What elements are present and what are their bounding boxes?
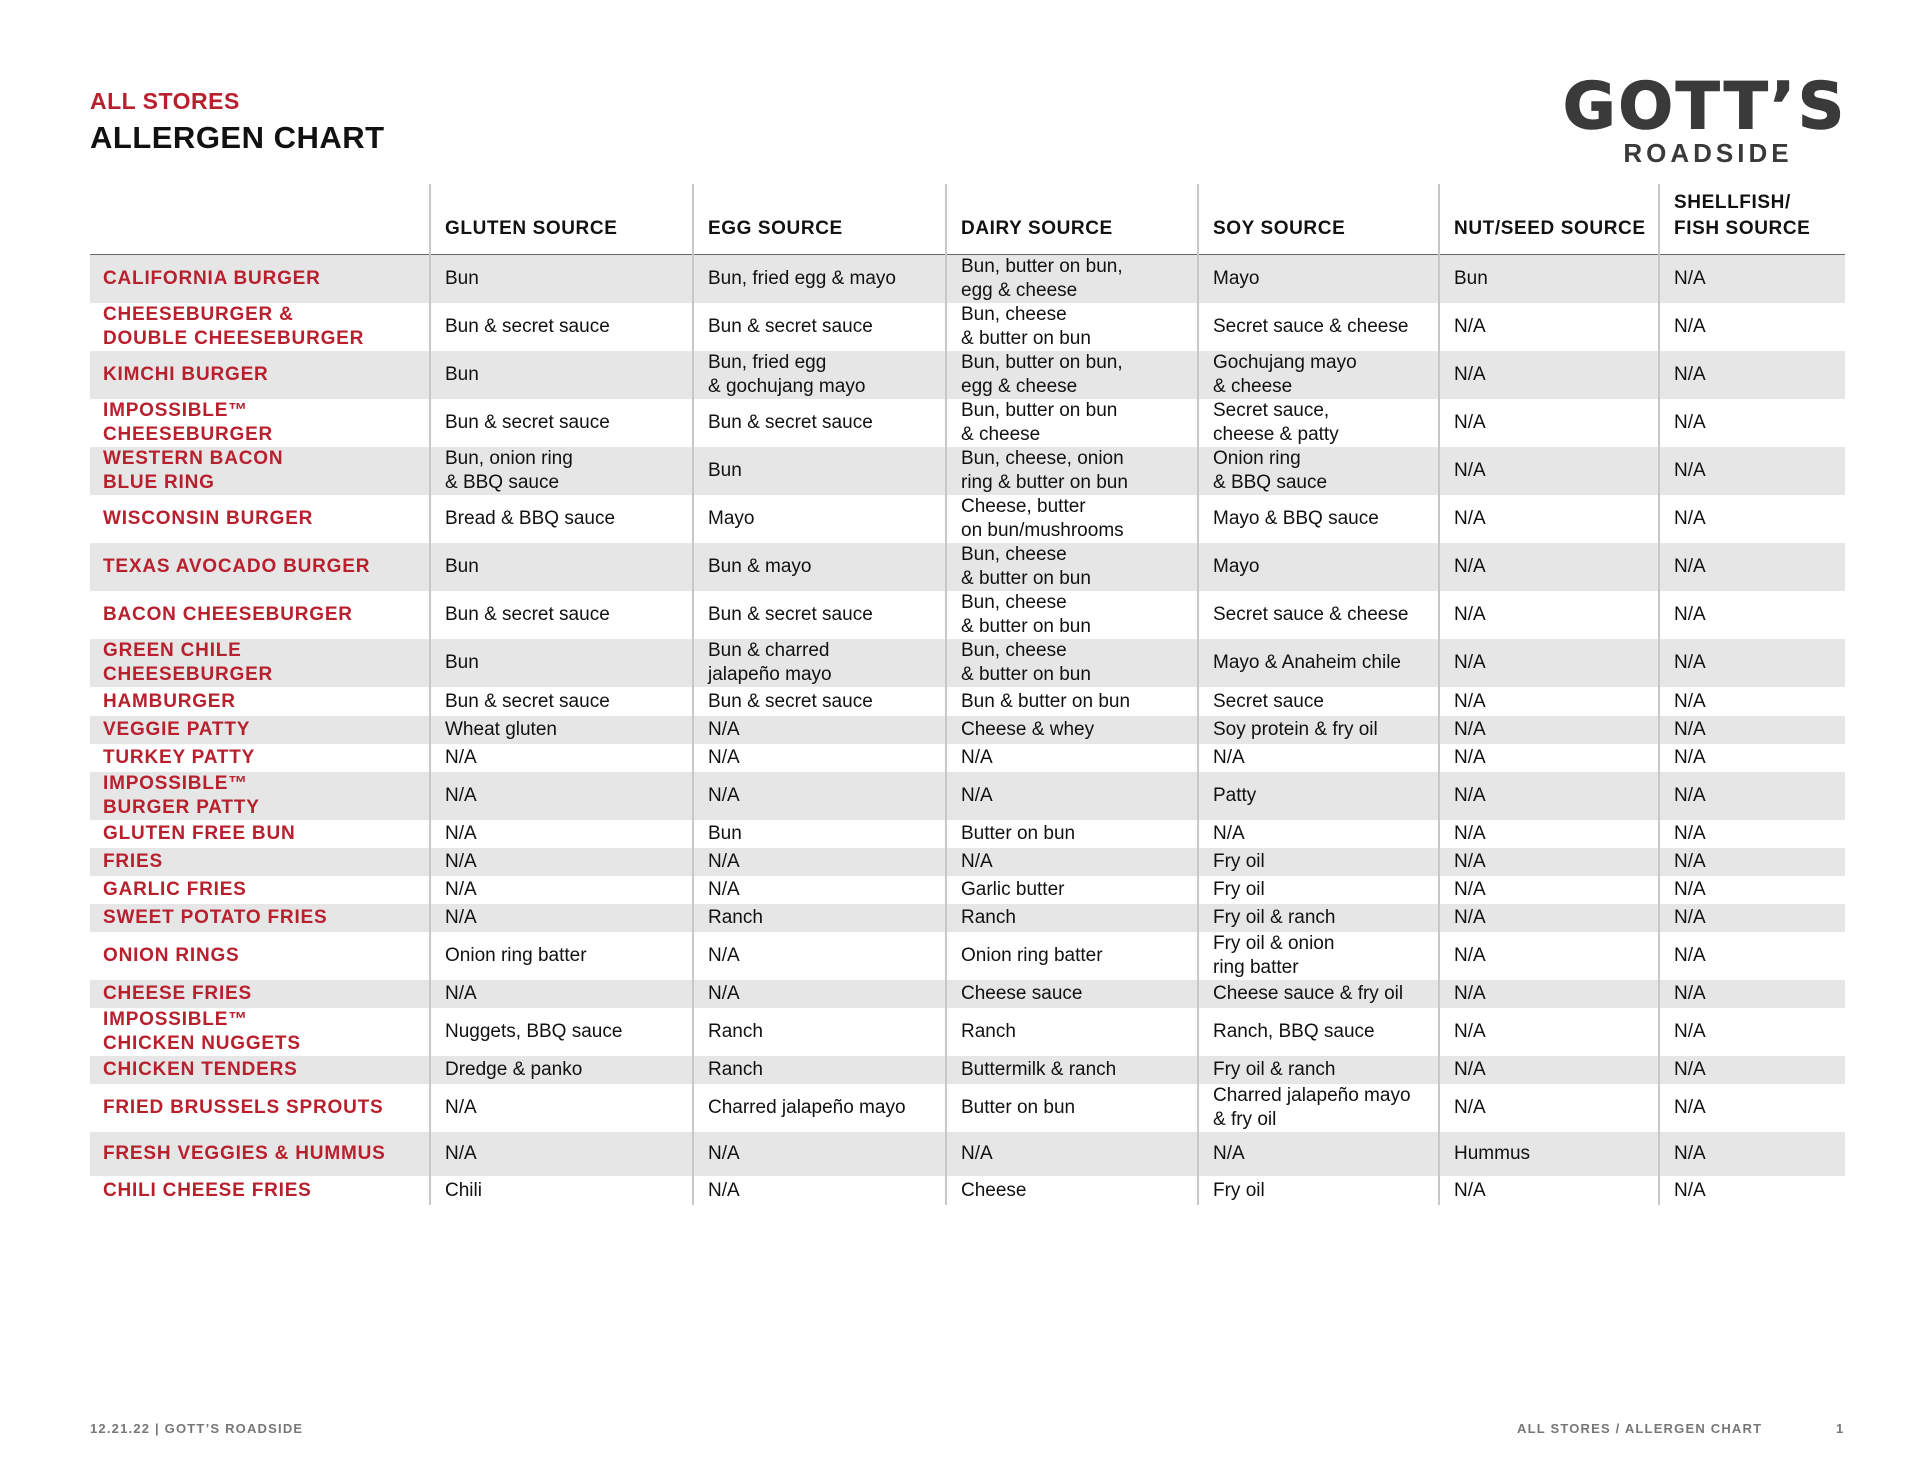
nut-seed-source: N/A: [1439, 639, 1659, 687]
table-row: [90, 303, 1845, 351]
item-name: ONION RINGS: [103, 945, 240, 966]
item-name: TEXAS AVOCADO BURGER: [90, 543, 430, 591]
table-row: [90, 848, 1845, 876]
egg-source: N/A: [693, 980, 946, 1008]
dairy-source: Onion ring batter: [946, 932, 1198, 980]
gluten-source: N/A: [430, 744, 693, 772]
egg-source: N/A: [693, 876, 946, 904]
shellfish-fish-source: N/A: [1659, 255, 1845, 304]
table-body: [90, 255, 1845, 1206]
gluten-source: Bun & secret sauce: [430, 399, 693, 447]
header-row: [90, 184, 1845, 255]
dairy-source: Cheese & whey: [946, 716, 1198, 744]
item-name: GARLIC FRIES: [103, 879, 247, 900]
nut-seed-source: N/A: [1439, 772, 1659, 820]
shellfish-fish-source: N/A: [1659, 932, 1845, 980]
shellfish-fish-source: N/A: [1659, 772, 1845, 820]
allergen-table: [90, 184, 1845, 1205]
dairy-source: Bun, cheese & butter on bun: [946, 303, 1198, 351]
egg-source: Bun: [693, 820, 946, 848]
dairy-source: N/A: [946, 1132, 1198, 1176]
shellfish-fish-source: N/A: [1659, 591, 1845, 639]
item-name: IMPOSSIBLE™ CHICKEN NUGGETS: [103, 1009, 301, 1054]
table-row: [90, 904, 1845, 932]
page-title: ALLERGEN CHART: [90, 120, 385, 155]
nut-seed-source: N/A: [1439, 687, 1659, 716]
column-header-dairy-col: DAIRY SOURCE: [946, 184, 1198, 255]
table-row: [90, 447, 1845, 495]
gluten-source: N/A: [430, 772, 693, 820]
dairy-source: N/A: [946, 848, 1198, 876]
dairy-source: Bun & butter on bun: [946, 687, 1198, 716]
egg-source: Bun: [693, 447, 946, 495]
item-name: CALIFORNIA BURGER: [90, 255, 430, 304]
nut-seed-source: N/A: [1439, 1176, 1659, 1205]
footer-right: ALL STORES / ALLERGEN CHART: [1517, 1421, 1763, 1436]
dairy-source: Bun, butter on bun & cheese: [946, 399, 1198, 447]
egg-source: Bun, fried egg & mayo: [693, 255, 946, 304]
nut-seed-source: N/A: [1439, 716, 1659, 744]
shellfish-fish-source: N/A: [1659, 495, 1845, 543]
shellfish-fish-source: N/A: [1659, 543, 1845, 591]
soy-source: Fry oil & ranch: [1198, 904, 1439, 932]
shellfish-fish-source: N/A: [1659, 876, 1845, 904]
soy-source: Charred jalapeño mayo & fry oil: [1198, 1084, 1439, 1132]
item-name: FRIED BRUSSELS SPROUTS: [103, 1097, 384, 1118]
gluten-source: Chili: [430, 1176, 693, 1205]
dairy-source: Cheese, butter on bun/mushrooms: [946, 495, 1198, 543]
soy-source: Mayo & Anaheim chile: [1198, 639, 1439, 687]
nut-seed-source: N/A: [1439, 980, 1659, 1008]
nut-seed-source: N/A: [1439, 932, 1659, 980]
nut-seed-source: N/A: [1439, 399, 1659, 447]
egg-source: N/A: [693, 716, 946, 744]
gluten-source: N/A: [430, 820, 693, 848]
egg-source: Bun & mayo: [693, 543, 946, 591]
table-row: [90, 399, 1845, 447]
table-row: [90, 1084, 1845, 1132]
logo-wordmark-text: GOTT’S: [1562, 70, 1848, 138]
gluten-source: Bun: [430, 543, 693, 591]
dairy-source: Ranch: [946, 1008, 1198, 1056]
soy-source: N/A: [1198, 820, 1439, 848]
column-header-nut-seed-col: NUT/SEED SOURCE: [1439, 184, 1659, 255]
gluten-source: Wheat gluten: [430, 716, 693, 744]
nut-seed-source: N/A: [1439, 744, 1659, 772]
soy-source: Onion ring & BBQ sauce: [1198, 447, 1439, 495]
egg-source: Ranch: [693, 1056, 946, 1084]
nut-seed-source: Bun: [1439, 255, 1659, 304]
gluten-source: Onion ring batter: [430, 932, 693, 980]
gluten-source: Bun: [430, 639, 693, 687]
egg-source: Bun & secret sauce: [693, 591, 946, 639]
nut-seed-source: N/A: [1439, 1008, 1659, 1056]
gluten-source: Nuggets, BBQ sauce: [430, 1008, 693, 1056]
egg-source: Bun & secret sauce: [693, 687, 946, 716]
table-row: [90, 876, 1845, 904]
egg-source: Mayo: [693, 495, 946, 543]
egg-source: N/A: [693, 1132, 946, 1176]
logo-subtext: ROADSIDE: [1623, 138, 1793, 168]
column-header-egg-col: EGG SOURCE: [693, 184, 946, 255]
dairy-source: N/A: [946, 744, 1198, 772]
table-row: [90, 1132, 1845, 1176]
table-row: [90, 591, 1845, 639]
egg-source: N/A: [693, 744, 946, 772]
table-row: [90, 639, 1845, 687]
egg-source: Bun & charred jalapeño mayo: [693, 639, 946, 687]
item-name: SWEET POTATO FRIES: [90, 904, 430, 932]
item-name: HAMBURGER: [103, 690, 236, 712]
item-name: FRESH VEGGIES & HUMMUS: [90, 1132, 430, 1176]
gluten-source: Bun: [430, 255, 693, 304]
item-name: WESTERN BACON BLUE RING: [90, 447, 430, 495]
shellfish-fish-source: N/A: [1659, 1008, 1845, 1056]
nut-seed-source: N/A: [1439, 1056, 1659, 1084]
column-header-shellfish-fish-col: SHELLFISH/ FISH SOURCE: [1659, 184, 1845, 255]
gluten-source: N/A: [430, 876, 693, 904]
egg-source: N/A: [693, 932, 946, 980]
table-row: [90, 1008, 1845, 1056]
soy-source: Gochujang mayo & cheese: [1198, 351, 1439, 399]
soy-source: Secret sauce, cheese & patty: [1198, 399, 1439, 447]
shellfish-fish-source: N/A: [1659, 980, 1845, 1008]
nut-seed-source: N/A: [1439, 495, 1659, 543]
column-header-gluten-col: GLUTEN SOURCE: [430, 184, 693, 255]
shellfish-fish-source: N/A: [1659, 303, 1845, 351]
shellfish-fish-source: N/A: [1659, 904, 1845, 932]
table-row: [90, 980, 1845, 1008]
gluten-source: Bun & secret sauce: [430, 687, 693, 716]
dairy-source: Butter on bun: [946, 1084, 1198, 1132]
nut-seed-source: N/A: [1439, 904, 1659, 932]
soy-source: Secret sauce: [1198, 687, 1439, 716]
item-name: KIMCHI BURGER: [90, 351, 430, 399]
egg-source: Ranch: [693, 904, 946, 932]
shellfish-fish-source: N/A: [1659, 716, 1845, 744]
soy-source: Mayo & BBQ sauce: [1198, 495, 1439, 543]
column-header-soy-col: SOY SOURCE: [1198, 184, 1439, 255]
page-number: 1: [1836, 1421, 1845, 1436]
shellfish-fish-source: N/A: [1659, 687, 1845, 716]
dairy-source: Ranch: [946, 904, 1198, 932]
nut-seed-source: N/A: [1439, 820, 1659, 848]
item-name: GREEN CHILE CHEESEBURGER: [90, 639, 430, 687]
soy-source: Soy protein & fry oil: [1198, 716, 1439, 744]
gluten-source: N/A: [430, 980, 693, 1008]
gluten-source: Bun & secret sauce: [430, 591, 693, 639]
soy-source: Secret sauce & cheese: [1198, 303, 1439, 351]
table-row: [90, 351, 1845, 399]
shellfish-fish-source: N/A: [1659, 848, 1845, 876]
soy-source: Patty: [1198, 772, 1439, 820]
table-row: [90, 772, 1845, 820]
nut-seed-source: N/A: [1439, 1084, 1659, 1132]
dairy-source: Bun, butter on bun, egg & cheese: [946, 351, 1198, 399]
soy-source: Fry oil: [1198, 1176, 1439, 1205]
gluten-source: Bun & secret sauce: [430, 303, 693, 351]
item-name: CHEESEBURGER & DOUBLE CHEESEBURGER: [103, 304, 365, 349]
table-row: [90, 1056, 1845, 1084]
soy-source: Mayo: [1198, 543, 1439, 591]
table-row: [90, 820, 1845, 848]
shellfish-fish-source: N/A: [1659, 820, 1845, 848]
dairy-source: N/A: [946, 772, 1198, 820]
nut-seed-source: N/A: [1439, 351, 1659, 399]
item-name: WISCONSIN BURGER: [103, 508, 314, 529]
nut-seed-source: N/A: [1439, 848, 1659, 876]
item-name: BACON CHEESEBURGER: [103, 604, 353, 625]
logo-wordmark: [1560, 68, 1850, 138]
gluten-source: Bun, onion ring & BBQ sauce: [430, 447, 693, 495]
nut-seed-source: N/A: [1439, 543, 1659, 591]
table-row: [90, 744, 1845, 772]
dairy-source: Buttermilk & ranch: [946, 1056, 1198, 1084]
gluten-source: N/A: [430, 848, 693, 876]
item-name: IMPOSSIBLE™ BURGER PATTY: [90, 772, 430, 820]
soy-source: N/A: [1198, 744, 1439, 772]
dairy-source: Garlic butter: [946, 876, 1198, 904]
shellfish-fish-source: N/A: [1659, 744, 1845, 772]
nut-seed-source: N/A: [1439, 591, 1659, 639]
dairy-source: Cheese: [946, 1176, 1198, 1205]
gluten-source: N/A: [430, 904, 693, 932]
egg-source: Bun, fried egg & gochujang mayo: [693, 351, 946, 399]
shellfish-fish-source: N/A: [1659, 1084, 1845, 1132]
nut-seed-source: N/A: [1439, 876, 1659, 904]
subtitle: ALL STORES: [90, 88, 240, 114]
gluten-source: N/A: [430, 1084, 693, 1132]
soy-source: Mayo: [1198, 255, 1439, 304]
dairy-source: Bun, cheese & butter on bun: [946, 543, 1198, 591]
soy-source: Ranch, BBQ sauce: [1198, 1008, 1439, 1056]
item-name: CHEESE FRIES: [90, 980, 430, 1008]
gotts-logo: [1560, 68, 1850, 138]
dairy-source: Cheese sauce: [946, 980, 1198, 1008]
table-row: [90, 543, 1845, 591]
shellfish-fish-source: N/A: [1659, 351, 1845, 399]
egg-source: Charred jalapeño mayo: [693, 1084, 946, 1132]
footer-left: 12.21.22 | GOTT’S ROADSIDE: [90, 1421, 304, 1436]
item-name: CHICKEN TENDERS: [90, 1056, 430, 1084]
gluten-source: Bun: [430, 351, 693, 399]
nut-seed-source: Hummus: [1439, 1132, 1659, 1176]
item-name: VEGGIE PATTY: [90, 716, 430, 744]
shellfish-fish-source: N/A: [1659, 1132, 1845, 1176]
soy-source: Fry oil & onion ring batter: [1198, 932, 1439, 980]
dairy-source: Butter on bun: [946, 820, 1198, 848]
dairy-source: Bun, cheese & butter on bun: [946, 639, 1198, 687]
egg-source: Bun & secret sauce: [693, 399, 946, 447]
table-row: [90, 716, 1845, 744]
dairy-source: Bun, cheese & butter on bun: [946, 591, 1198, 639]
egg-source: Ranch: [693, 1008, 946, 1056]
shellfish-fish-source: N/A: [1659, 1056, 1845, 1084]
item-name: CHILI CHEESE FRIES: [103, 1179, 312, 1201]
table-row: [90, 495, 1845, 543]
table-row: [90, 255, 1845, 304]
gluten-source: Dredge & panko: [430, 1056, 693, 1084]
nut-seed-source: N/A: [1439, 303, 1659, 351]
soy-source: Cheese sauce & fry oil: [1198, 980, 1439, 1008]
gluten-source: N/A: [430, 1132, 693, 1176]
item-name: FRIES: [90, 848, 430, 876]
soy-source: Fry oil & ranch: [1198, 1056, 1439, 1084]
item-name: IMPOSSIBLE™ CHEESEBURGER: [103, 400, 274, 445]
soy-source: Secret sauce & cheese: [1198, 591, 1439, 639]
soy-source: Fry oil: [1198, 876, 1439, 904]
table-row: [90, 1176, 1845, 1205]
shellfish-fish-source: N/A: [1659, 1176, 1845, 1205]
shellfish-fish-source: N/A: [1659, 447, 1845, 495]
item-name: TURKEY PATTY: [103, 747, 256, 768]
dairy-source: Bun, cheese, onion ring & butter on bun: [946, 447, 1198, 495]
table-row: [90, 932, 1845, 980]
egg-source: N/A: [693, 772, 946, 820]
table-row: [90, 687, 1845, 716]
dairy-source: Bun, butter on bun, egg & cheese: [946, 255, 1198, 304]
item-name: GLUTEN FREE BUN: [103, 823, 296, 844]
column-header-item-col: [90, 184, 430, 255]
egg-source: N/A: [693, 1176, 946, 1205]
egg-source: N/A: [693, 848, 946, 876]
soy-source: N/A: [1198, 1132, 1439, 1176]
shellfish-fish-source: N/A: [1659, 639, 1845, 687]
soy-source: Fry oil: [1198, 848, 1439, 876]
nut-seed-source: N/A: [1439, 447, 1659, 495]
gluten-source: Bread & BBQ sauce: [430, 495, 693, 543]
egg-source: Bun & secret sauce: [693, 303, 946, 351]
shellfish-fish-source: N/A: [1659, 399, 1845, 447]
